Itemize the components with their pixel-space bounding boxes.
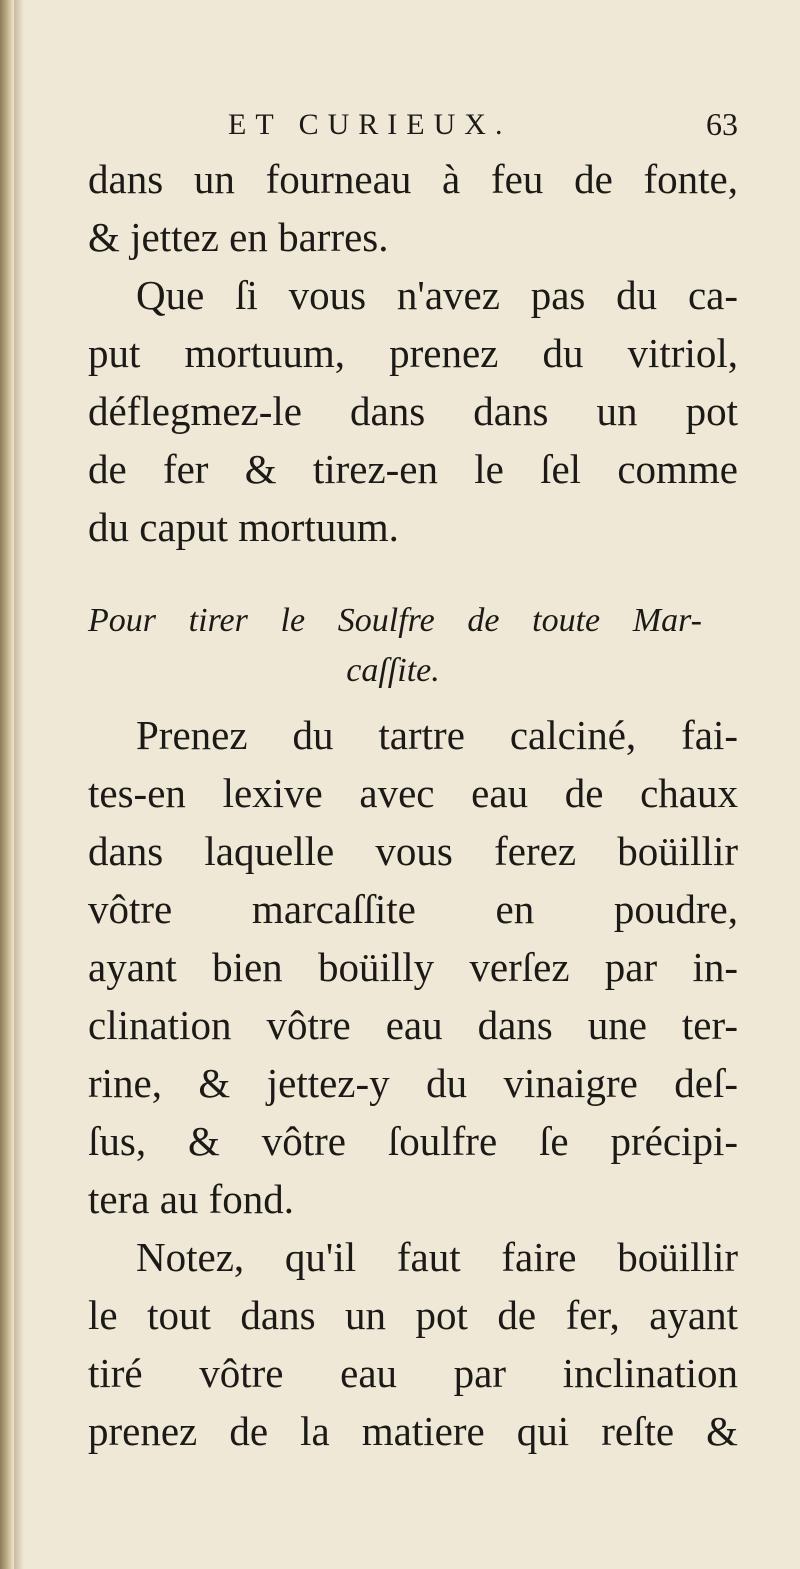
text-line: put mortuum, prenez du vitriol, bbox=[88, 330, 738, 376]
paragraph-1 bbox=[88, 150, 738, 266]
running-head bbox=[88, 100, 738, 150]
text-line: tes-en lexive avec eau de chaux bbox=[88, 770, 738, 816]
text-line: le tout dans un pot de fer, ayant bbox=[88, 1292, 738, 1338]
text-line: du caput mortuum. bbox=[88, 504, 399, 550]
text-line: rine, & jettez-y du vinaigre deſ- bbox=[88, 1060, 738, 1106]
text-line: clination vôtre eau dans une ter- bbox=[88, 1002, 738, 1048]
text-line: de fer & tirez-en le ſel comme bbox=[88, 446, 738, 492]
heading-line: caſſite. bbox=[346, 652, 440, 689]
text-line: ſus, & vôtre ſoulfre ſe précipi- bbox=[88, 1118, 738, 1164]
running-title: ET CURIEUX. bbox=[228, 108, 512, 141]
text-line: déflegmez-le dans dans un pot bbox=[88, 388, 738, 434]
text-line: Notez, qu'il faut faire boüillir bbox=[136, 1234, 738, 1280]
text-line: tera au fond. bbox=[88, 1176, 295, 1222]
gutter-shadow bbox=[14, 0, 24, 1569]
heading-line: Pour tirer le Soulfre de toute Mar- bbox=[88, 602, 702, 639]
text-line: ayant bien boüilly verſez par in- bbox=[88, 944, 738, 990]
page-binding-edge bbox=[0, 0, 14, 1569]
paragraph-4 bbox=[88, 1228, 738, 1460]
text-line: prenez de la matiere qui reſte & bbox=[88, 1408, 738, 1454]
text-line: dans un fourneau à feu de fonte, bbox=[88, 156, 738, 202]
text-line: tiré vôtre eau par inclination bbox=[88, 1350, 738, 1396]
text-line: Que ſi vous n'avez pas du ca- bbox=[136, 272, 738, 318]
text-line: vôtre marcaſſite en poudre, bbox=[88, 886, 738, 932]
text-line: & jettez en barres. bbox=[88, 214, 389, 260]
paragraph-2 bbox=[88, 266, 738, 556]
page-number: 63 bbox=[706, 106, 738, 142]
section-heading bbox=[88, 596, 738, 696]
text-line: dans laquelle vous ferez boüillir bbox=[88, 828, 738, 874]
paragraph-3 bbox=[88, 706, 738, 1228]
spacer bbox=[88, 556, 738, 596]
text-line: Prenez du tartre calciné, fai- bbox=[136, 712, 738, 758]
spacer bbox=[88, 696, 738, 706]
text-block bbox=[88, 100, 738, 1460]
